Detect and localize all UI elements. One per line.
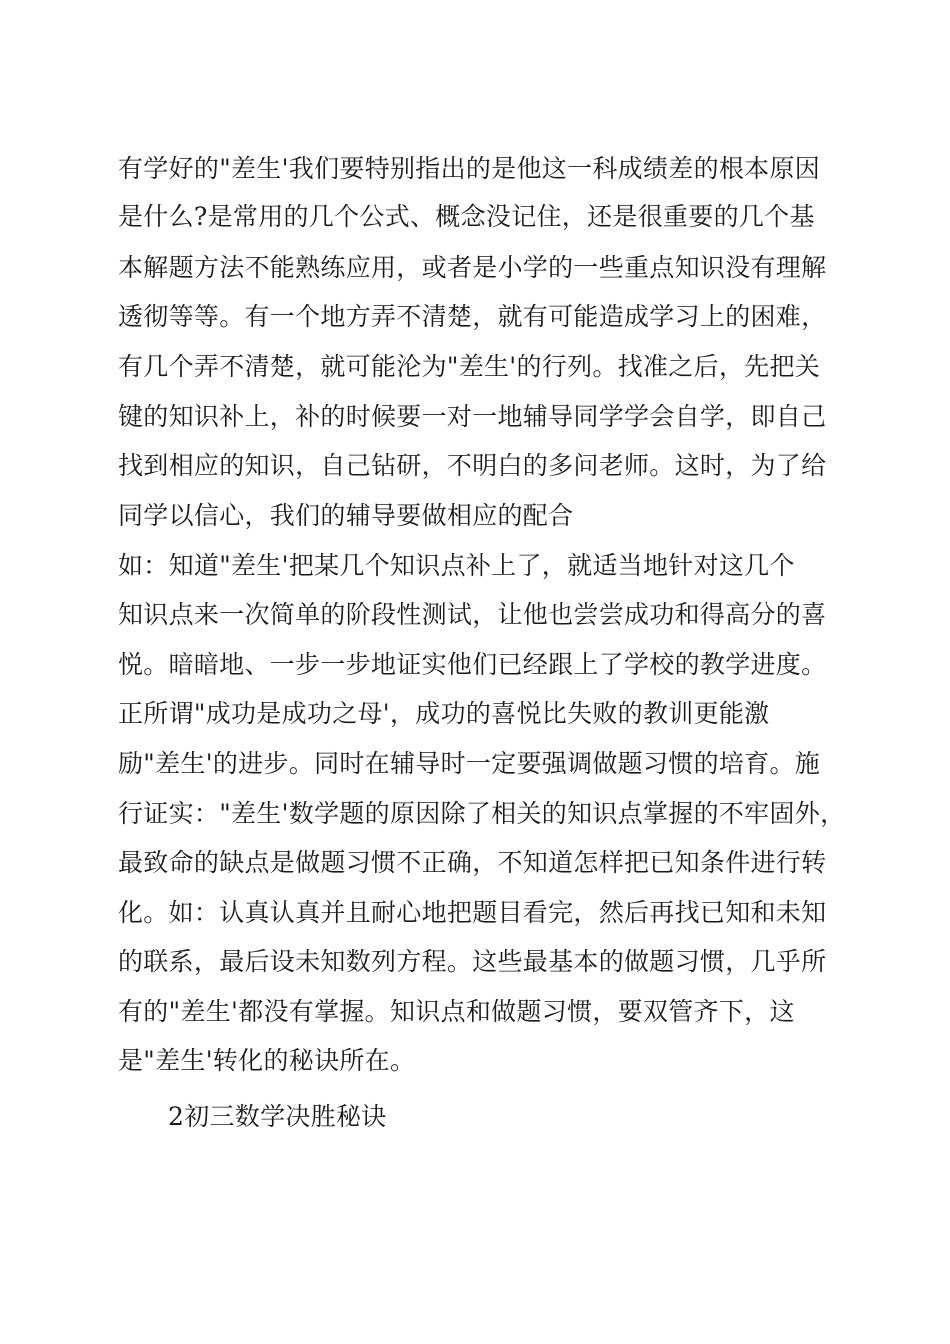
section-heading: 2初三数学决胜秘诀: [168, 1102, 387, 1131]
text-line-16: 化。如：认真认真并且耐心地把题目看完，然后再找已知和未知: [118, 898, 827, 927]
text-line-11: 悦。暗暗地、一步一步地证实他们已经跟上了学校的教学进度。: [118, 650, 827, 679]
text-line-17: 的联系，最后设未知数列方程。这些最基本的做题习惯，几乎所: [118, 947, 827, 976]
text-line-4: 透彻等等。有一个地方弄不清楚，就有可能造成学习上的困难，: [118, 302, 827, 331]
text-line-18: 有的"差生'都没有掌握。知识点和做题习惯，要双管齐下，这: [118, 997, 795, 1026]
text-line-12: 正所谓"成功是成功之母'，成功的喜悦比失败的教训更能激: [118, 699, 770, 728]
text-line-6: 键的知识补上，补的时候要一对一地辅导同学学会自学，即自己: [118, 402, 827, 431]
text-line-19: 是"差生'转化的秘诀所在。: [118, 1046, 416, 1075]
text-line-15: 最致命的缺点是做题习惯不正确，不知道怎样把已知条件进行转: [118, 848, 827, 877]
text-line-9: 如：知道"差生'把某几个知识点补上了，就适当地针对这几个: [118, 551, 795, 580]
text-line-5: 有几个弄不清楚，就可能沦为"差生'的行列。找准之后，先把关: [118, 352, 821, 381]
text-line-7: 找到相应的知识，自己钻研，不明白的多问老师。这时，为了给: [118, 451, 827, 480]
text-line-3: 本解题方法不能熟练应用，或者是小学的一些重点知识没有理解: [118, 253, 827, 282]
text-line-1: 有学好的"差生'我们要特别指出的是他这一科成绩差的根本原因: [118, 154, 821, 183]
text-line-2: 是什么?是常用的几个公式、概念没记住，还是很重要的几个基: [118, 202, 815, 231]
text-line-14: 行证实："差生'数学题的原因除了相关的知识点掌握的不牢固外，: [118, 799, 846, 828]
text-line-8: 同学以信心，我们的辅导要做相应的配合: [118, 501, 574, 530]
text-line-10: 知识点来一次简单的阶段性测试，让他也尝尝成功和得高分的喜: [118, 600, 827, 629]
text-line-13: 励"差生'的进步。同时在辅导时一定要强调做题习惯的培育。施: [118, 749, 821, 778]
